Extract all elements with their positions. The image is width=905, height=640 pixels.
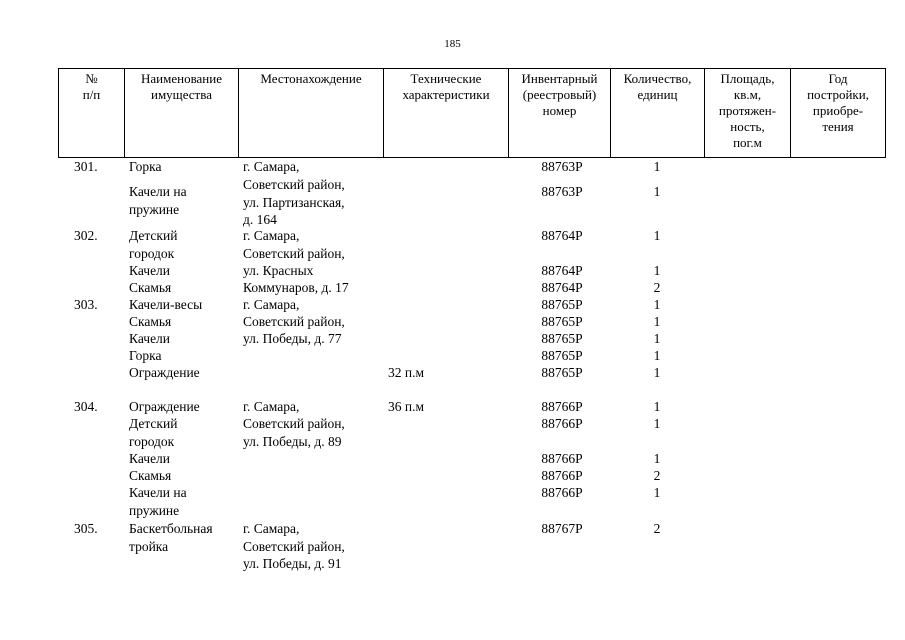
quantity: 1 <box>653 184 661 199</box>
inventory-number: 88765Р <box>541 297 583 312</box>
property-name: Качели <box>129 331 171 346</box>
quantity: 1 <box>653 314 661 329</box>
quantity: 1 <box>653 365 661 380</box>
quantity: 1 <box>653 485 661 500</box>
property-name: Скамья <box>129 280 172 295</box>
property-location: Советский район, ул. Партизанская, д. 164 <box>243 177 345 227</box>
header-col-area: Площадь, кв.м, протяжен- ность, пог.м <box>704 69 790 157</box>
row-number: 305. <box>74 521 98 536</box>
property-name: Горка <box>129 348 162 363</box>
property-location: г. Самара, <box>243 399 300 414</box>
quantity: 1 <box>653 416 661 431</box>
quantity: 2 <box>653 468 661 483</box>
inventory-number: 88766Р <box>541 416 583 431</box>
inventory-number: 88765Р <box>541 331 583 346</box>
inventory-number: 88764Р <box>541 228 583 243</box>
page-number: 185 <box>444 38 461 50</box>
header-col-name: Наименование имущества <box>124 69 238 157</box>
property-tech: 36 п.м <box>388 399 425 414</box>
property-tech: 32 п.м <box>388 365 425 380</box>
inventory-number: 88766Р <box>541 468 583 483</box>
quantity: 2 <box>653 521 661 536</box>
property-location: Советский район, ул. Победы, д. 89 <box>243 416 345 449</box>
table-header <box>58 68 886 158</box>
property-name: Баскетбольная тройка <box>129 521 213 554</box>
quantity: 1 <box>653 297 661 312</box>
inventory-number: 88765Р <box>541 365 583 380</box>
property-name: Скамья <box>129 314 172 329</box>
row-number: 302. <box>74 228 98 243</box>
inventory-number: 88765Р <box>541 314 583 329</box>
inventory-number: 88767Р <box>541 521 583 536</box>
quantity: 1 <box>653 228 661 243</box>
property-location: Коммунаров, д. 17 <box>243 280 349 295</box>
inventory-number: 88764Р <box>541 263 583 278</box>
property-location: ул. Красных <box>243 263 314 278</box>
row-number: 304. <box>74 399 98 414</box>
property-location: г. Самара, Советский район, ул. Победы, д. 91 <box>243 521 345 571</box>
property-location: ул. Победы, д. 77 <box>243 331 342 346</box>
header-col-tech: Технические характеристики <box>383 69 508 157</box>
inventory-number: 88763Р <box>541 184 583 199</box>
quantity: 1 <box>653 159 661 174</box>
property-name: Ограждение <box>129 399 200 414</box>
inventory-number: 88764Р <box>541 280 583 295</box>
quantity: 2 <box>653 280 661 295</box>
header-col-year: Год постройки, приобре- тения <box>790 69 886 157</box>
inventory-number: 88766Р <box>541 399 583 414</box>
property-name: Качели <box>129 263 171 278</box>
property-name: Качели-весы <box>129 297 203 312</box>
quantity: 1 <box>653 451 661 466</box>
quantity: 1 <box>653 263 661 278</box>
property-location: Советский район, <box>243 314 345 329</box>
property-name: Детский городок <box>129 228 178 261</box>
row-number: 301. <box>74 159 98 174</box>
row-number: 303. <box>74 297 98 312</box>
header-col-location: Местонахождение <box>238 69 383 157</box>
property-name: Скамья <box>129 468 172 483</box>
property-name: Горка <box>129 159 162 174</box>
inventory-number: 88765Р <box>541 348 583 363</box>
quantity: 1 <box>653 331 661 346</box>
header-col-qty: Количество, единиц <box>610 69 704 157</box>
header-col-inventory: Инвентарный (реестровый) номер <box>508 69 610 157</box>
property-name: Качели на пружине <box>129 184 187 217</box>
property-name: Ограждение <box>129 365 200 380</box>
quantity: 1 <box>653 348 661 363</box>
property-name: Детский городок <box>129 416 178 449</box>
property-name: Качели на пружине <box>129 485 187 518</box>
header-col-num: № п/п <box>58 69 124 157</box>
inventory-number: 88766Р <box>541 451 583 466</box>
property-name: Качели <box>129 451 171 466</box>
inventory-number: 88766Р <box>541 485 583 500</box>
property-location: г. Самара, <box>243 297 300 312</box>
quantity: 1 <box>653 399 661 414</box>
inventory-number: 88763Р <box>541 159 583 174</box>
property-location: г. Самара, Советский район, <box>243 228 345 261</box>
property-location: г. Самара, <box>243 159 300 174</box>
